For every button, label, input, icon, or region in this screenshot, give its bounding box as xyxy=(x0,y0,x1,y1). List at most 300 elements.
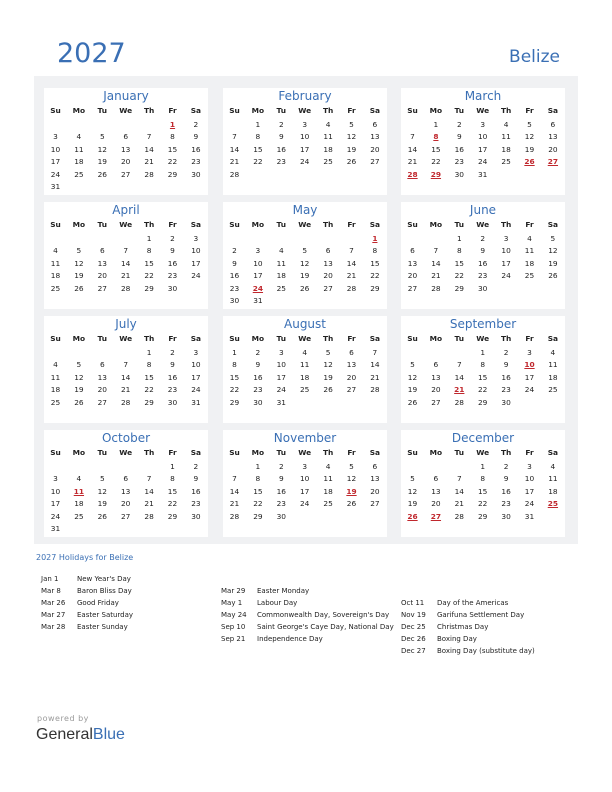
day-cell: 25 xyxy=(74,511,84,521)
day-cell: 26 xyxy=(548,271,558,281)
weekday-header: Fr xyxy=(168,334,177,343)
day-cell: 19 xyxy=(524,144,535,154)
day-cell: 15 xyxy=(370,258,380,268)
day-cell: 28 xyxy=(229,511,240,521)
holiday-date: Mar 27 xyxy=(41,611,66,619)
day-cell: 28 xyxy=(431,283,441,293)
weekday-header: Sa xyxy=(369,448,381,457)
day-cell: 20 xyxy=(548,144,558,154)
day-cell: 11 xyxy=(74,144,84,154)
day-cell: 7 xyxy=(232,474,237,484)
weekday-header: Mo xyxy=(72,448,86,457)
day-cell: 6 xyxy=(433,360,439,370)
day-cell: 26 xyxy=(74,397,84,407)
day-cell: 4 xyxy=(550,462,556,471)
month-december xyxy=(401,430,565,537)
day-cell: 28 xyxy=(120,397,131,407)
day-cell: 8 xyxy=(480,360,486,370)
weekday-header: We xyxy=(476,448,490,457)
day-cell: 6 xyxy=(325,246,331,256)
holiday-name: Christmas Day xyxy=(437,623,489,631)
weekday-header: Su xyxy=(50,448,61,457)
day-cell: 12 xyxy=(407,486,418,496)
day-cell: 21 xyxy=(229,157,240,167)
day-cell: 14 xyxy=(454,486,464,496)
weekday-header: Mo xyxy=(429,106,443,115)
day-cell: 9 xyxy=(278,474,284,484)
day-cell: 18 xyxy=(299,372,310,382)
month-name: November xyxy=(273,431,337,445)
day-cell: 12 xyxy=(74,372,84,382)
day-cell: 5 xyxy=(410,474,415,484)
day-cell: 30 xyxy=(191,169,201,179)
day-cell: 15 xyxy=(477,372,488,382)
day-cell: 5 xyxy=(76,360,82,370)
day-cell: 24 xyxy=(524,499,535,509)
day-cell: 12 xyxy=(346,132,357,142)
day-cell: 14 xyxy=(144,486,154,496)
day-cell: 1 xyxy=(232,348,237,357)
weekday-header: Th xyxy=(143,334,155,343)
day-cell: 3 xyxy=(480,120,486,129)
day-cell: 17 xyxy=(253,271,263,281)
day-cell: 9 xyxy=(193,474,199,484)
holiday-date: Dec 27 xyxy=(401,647,426,655)
day-cell: 19 xyxy=(323,372,333,382)
day-cell: 10 xyxy=(191,360,201,370)
weekday-header: Sa xyxy=(369,220,381,229)
weekday-header: Tu xyxy=(454,334,465,343)
day-cell: 31 xyxy=(50,524,61,533)
holiday-item xyxy=(221,610,389,620)
weekday-header: Mo xyxy=(72,334,86,343)
weekday-header: Mo xyxy=(429,334,443,343)
weekday-header: Mo xyxy=(72,106,86,115)
weekday-header: Mo xyxy=(251,220,265,229)
day-cell: 9 xyxy=(170,246,175,256)
holiday-day-cell: 24 xyxy=(252,283,264,293)
weekday-header: Th xyxy=(500,448,512,457)
weekday-header: We xyxy=(119,106,133,115)
weekday-header: We xyxy=(119,448,133,457)
day-cell: 16 xyxy=(191,486,201,496)
day-cell: 1 xyxy=(255,120,261,129)
weekday-header: Su xyxy=(50,106,61,115)
country-title: Belize xyxy=(509,47,560,67)
day-cell: 12 xyxy=(97,144,107,154)
weekday-header: We xyxy=(298,106,312,115)
day-cell: 19 xyxy=(299,271,310,281)
brand-logo xyxy=(36,726,125,744)
day-cell: 4 xyxy=(53,246,58,256)
holiday-day-cell: 1 xyxy=(372,234,378,243)
day-cell: 30 xyxy=(454,169,464,179)
day-cell: 22 xyxy=(229,385,240,395)
holiday-name: Day of the Americas xyxy=(437,599,509,607)
day-cell: 18 xyxy=(50,271,61,281)
day-cell: 6 xyxy=(99,246,105,256)
day-cell: 31 xyxy=(524,511,535,521)
day-cell: 23 xyxy=(276,157,286,167)
holiday-date: May 1 xyxy=(221,599,243,607)
day-cell: 3 xyxy=(527,348,532,357)
day-cell: 20 xyxy=(120,157,131,167)
day-cell: 27 xyxy=(370,157,380,167)
day-cell: 2 xyxy=(193,120,199,129)
day-cell: 14 xyxy=(454,372,464,382)
day-cell: 20 xyxy=(431,499,441,509)
day-cell: 20 xyxy=(97,385,107,395)
day-cell: 1 xyxy=(170,462,175,471)
weekday-header: Tu xyxy=(454,448,465,457)
day-cell: 21 xyxy=(144,499,154,509)
day-cell: 27 xyxy=(323,283,333,293)
day-cell: 12 xyxy=(524,132,535,142)
day-cell: 19 xyxy=(548,258,558,268)
day-cell: 18 xyxy=(548,486,558,496)
day-cell: 5 xyxy=(349,120,354,129)
weekday-header: Th xyxy=(322,334,334,343)
day-cell: 29 xyxy=(167,511,178,521)
day-cell: 13 xyxy=(346,360,357,370)
day-cell: 24 xyxy=(191,385,201,395)
day-cell: 29 xyxy=(477,397,488,407)
day-cell: 14 xyxy=(120,258,131,268)
day-cell: 25 xyxy=(548,385,558,395)
day-cell: 4 xyxy=(503,120,509,129)
day-cell: 21 xyxy=(431,271,441,281)
day-cell: 5 xyxy=(550,234,556,243)
day-cell: 18 xyxy=(524,258,535,268)
day-cell: 5 xyxy=(99,132,105,142)
day-cell: 19 xyxy=(407,385,418,395)
day-cell: 2 xyxy=(170,348,175,357)
holiday-item xyxy=(401,634,477,644)
day-cell: 12 xyxy=(407,372,418,382)
day-cell: 12 xyxy=(299,258,310,268)
day-cell: 22 xyxy=(167,157,178,167)
day-cell: 25 xyxy=(299,385,310,395)
day-cell: 7 xyxy=(123,360,129,370)
holiday-item xyxy=(221,622,394,632)
day-cell: 14 xyxy=(229,486,240,496)
day-cell: 21 xyxy=(120,271,131,281)
day-cell: 30 xyxy=(191,511,201,521)
day-cell: 13 xyxy=(120,486,131,496)
holiday-day-cell: 11 xyxy=(73,486,85,496)
weekday-header: We xyxy=(476,334,490,343)
day-cell: 15 xyxy=(144,372,154,382)
day-cell: 11 xyxy=(323,132,333,142)
day-cell: 4 xyxy=(76,132,82,142)
day-cell: 16 xyxy=(229,271,240,281)
weekday-header: Sa xyxy=(190,334,202,343)
day-cell: 26 xyxy=(74,283,84,293)
day-cell: 3 xyxy=(53,132,58,142)
weekday-header: Su xyxy=(229,334,240,343)
day-cell: 12 xyxy=(74,258,84,268)
month-name: July xyxy=(115,317,137,331)
day-cell: 23 xyxy=(477,271,488,281)
holiday-date: Mar 28 xyxy=(41,623,66,631)
weekday-header: Mo xyxy=(251,448,265,457)
day-cell: 17 xyxy=(50,157,61,167)
day-cell: 23 xyxy=(229,283,240,293)
day-cell: 11 xyxy=(50,372,61,382)
weekday-header: Su xyxy=(229,448,240,457)
day-cell: 8 xyxy=(372,246,378,256)
day-cell: 8 xyxy=(146,360,152,370)
day-cell: 20 xyxy=(120,499,131,509)
day-cell: 2 xyxy=(503,348,509,357)
day-cell: 23 xyxy=(167,385,178,395)
day-cell: 6 xyxy=(433,474,439,484)
day-cell: 17 xyxy=(299,486,310,496)
day-cell: 19 xyxy=(74,271,84,281)
day-cell: 17 xyxy=(501,258,511,268)
day-cell: 23 xyxy=(454,157,464,167)
day-cell: 15 xyxy=(144,258,154,268)
holiday-date: Mar 29 xyxy=(221,587,246,595)
day-cell: 25 xyxy=(501,157,511,167)
day-cell: 10 xyxy=(253,258,263,268)
day-cell: 15 xyxy=(253,144,263,154)
holiday-name: Easter Sunday xyxy=(77,623,128,631)
day-cell: 28 xyxy=(229,169,240,179)
weekday-header: Tu xyxy=(276,334,287,343)
day-cell: 9 xyxy=(456,132,462,142)
day-cell: 25 xyxy=(276,283,286,293)
day-cell: 17 xyxy=(191,372,201,382)
holiday-name: Easter Monday xyxy=(257,587,310,595)
day-cell: 14 xyxy=(407,144,418,154)
day-cell: 10 xyxy=(299,132,310,142)
holiday-date: Sep 10 xyxy=(221,623,246,631)
day-cell: 10 xyxy=(477,132,488,142)
day-cell: 13 xyxy=(97,258,107,268)
holiday-day-cell: 8 xyxy=(433,132,439,142)
month-name: March xyxy=(464,89,502,103)
weekday-header: Tu xyxy=(454,106,465,115)
day-cell: 16 xyxy=(276,144,286,154)
day-cell: 9 xyxy=(278,132,284,142)
day-cell: 22 xyxy=(144,271,154,281)
day-cell: 8 xyxy=(255,474,261,484)
weekday-header: Mo xyxy=(251,106,265,115)
day-cell: 10 xyxy=(50,144,61,154)
day-cell: 11 xyxy=(501,132,511,142)
holiday-name: Garifuna Settlement Day xyxy=(437,611,525,619)
day-cell: 27 xyxy=(97,397,107,407)
weekday-header: Tu xyxy=(276,220,287,229)
month-name: August xyxy=(284,317,326,331)
holiday-name: Independence Day xyxy=(257,635,323,643)
day-cell: 2 xyxy=(255,348,261,357)
day-cell: 9 xyxy=(170,360,175,370)
holiday-name: New Year's Day xyxy=(77,575,131,583)
day-cell: 8 xyxy=(456,246,462,256)
day-cell: 11 xyxy=(548,474,558,484)
day-cell: 16 xyxy=(501,486,511,496)
holiday-day-cell: 19 xyxy=(346,486,357,496)
day-cell: 28 xyxy=(144,511,154,521)
day-cell: 20 xyxy=(323,271,333,281)
day-cell: 17 xyxy=(299,144,310,154)
day-cell: 8 xyxy=(232,360,237,370)
day-cell: 28 xyxy=(120,283,131,293)
day-cell: 16 xyxy=(253,372,263,382)
day-cell: 16 xyxy=(276,486,286,496)
day-cell: 12 xyxy=(97,486,107,496)
day-cell: 12 xyxy=(548,246,558,256)
weekday-header: Mo xyxy=(72,220,86,229)
weekday-header: Sa xyxy=(369,334,381,343)
day-cell: 29 xyxy=(144,397,154,407)
day-cell: 10 xyxy=(299,474,310,484)
weekday-header: Sa xyxy=(369,106,381,115)
holiday-date: Sep 21 xyxy=(221,635,246,643)
day-cell: 30 xyxy=(501,397,511,407)
day-cell: 7 xyxy=(123,246,129,256)
weekday-header: Su xyxy=(407,106,418,115)
day-cell: 13 xyxy=(407,258,418,268)
weekday-header: Th xyxy=(143,448,155,457)
holiday-item xyxy=(221,634,323,644)
month-april xyxy=(44,202,208,309)
holiday-day-cell: 21 xyxy=(454,385,465,395)
day-cell: 2 xyxy=(480,234,486,243)
day-cell: 28 xyxy=(144,169,154,179)
weekday-header: Th xyxy=(500,220,512,229)
month-name: December xyxy=(451,431,515,445)
day-cell: 23 xyxy=(501,499,511,509)
weekday-header: Su xyxy=(407,448,418,457)
day-cell: 11 xyxy=(548,360,558,370)
day-cell: 24 xyxy=(501,271,511,281)
month-may xyxy=(223,202,387,309)
day-cell: 28 xyxy=(346,283,357,293)
day-cell: 3 xyxy=(193,348,199,357)
day-cell: 7 xyxy=(349,246,354,256)
weekday-header: Fr xyxy=(168,220,177,229)
holiday-date: Jan 1 xyxy=(41,575,59,583)
month-september xyxy=(401,316,565,423)
day-cell: 21 xyxy=(407,157,418,167)
weekday-header: Sa xyxy=(547,220,559,229)
weekday-header: We xyxy=(476,220,490,229)
day-cell: 15 xyxy=(253,486,263,496)
month-october xyxy=(44,430,208,537)
day-cell: 5 xyxy=(302,246,308,256)
day-cell: 11 xyxy=(299,360,310,370)
day-cell: 1 xyxy=(255,462,261,471)
holiday-day-cell: 27 xyxy=(430,511,442,521)
holiday-item xyxy=(221,586,309,596)
weekday-header: Sa xyxy=(547,334,559,343)
weekday-header: Su xyxy=(407,334,418,343)
day-cell: 10 xyxy=(524,474,535,484)
day-cell: 16 xyxy=(167,372,178,382)
weekday-header: Th xyxy=(322,220,334,229)
day-cell: 18 xyxy=(276,271,286,281)
day-cell: 23 xyxy=(191,499,201,509)
holiday-item xyxy=(221,598,297,608)
day-cell: 10 xyxy=(50,486,61,496)
holiday-item xyxy=(401,610,524,620)
holiday-item xyxy=(401,598,508,608)
weekday-header: Fr xyxy=(525,448,534,457)
month-july xyxy=(44,316,208,423)
day-cell: 13 xyxy=(323,258,333,268)
weekday-header: Fr xyxy=(168,448,177,457)
day-cell: 14 xyxy=(120,372,131,382)
day-cell: 21 xyxy=(454,499,464,509)
weekday-header: Fr xyxy=(347,220,356,229)
weekday-header: Tu xyxy=(97,220,108,229)
day-cell: 29 xyxy=(253,511,263,521)
day-cell: 5 xyxy=(527,120,532,129)
day-cell: 16 xyxy=(501,372,511,382)
day-cell: 11 xyxy=(323,474,333,484)
day-cell: 25 xyxy=(50,397,61,407)
day-cell: 9 xyxy=(503,360,509,370)
day-cell: 16 xyxy=(167,258,178,268)
day-cell: 26 xyxy=(346,499,357,509)
day-cell: 25 xyxy=(323,157,333,167)
day-cell: 7 xyxy=(456,360,462,370)
day-cell: 20 xyxy=(407,271,418,281)
day-cell: 17 xyxy=(191,258,201,268)
day-cell: 30 xyxy=(253,397,263,407)
day-cell: 21 xyxy=(370,372,380,382)
holiday-day-cell: 27 xyxy=(547,157,559,167)
day-cell: 4 xyxy=(278,246,284,256)
weekday-header: Fr xyxy=(168,106,177,115)
day-cell: 8 xyxy=(170,474,175,484)
day-cell: 22 xyxy=(431,157,441,167)
day-cell: 20 xyxy=(346,372,357,382)
day-cell: 24 xyxy=(276,385,286,395)
day-cell: 1 xyxy=(480,462,486,471)
day-cell: 19 xyxy=(407,499,418,509)
day-cell: 27 xyxy=(370,499,380,509)
holiday-name: Labour Day xyxy=(257,599,298,607)
day-cell: 14 xyxy=(229,144,240,154)
day-cell: 4 xyxy=(527,234,532,243)
day-cell: 13 xyxy=(548,132,558,142)
weekday-header: Sa xyxy=(547,106,559,115)
day-cell: 4 xyxy=(325,120,331,129)
weekday-header: Mo xyxy=(429,448,443,457)
day-cell: 20 xyxy=(370,144,380,154)
day-cell: 12 xyxy=(346,474,357,484)
weekday-header: Tu xyxy=(97,334,108,343)
day-cell: 6 xyxy=(123,132,129,142)
holiday-item xyxy=(401,622,488,632)
day-cell: 27 xyxy=(407,283,418,293)
holiday-day-cell: 25 xyxy=(547,499,559,509)
holiday-name: Good Friday xyxy=(77,599,119,607)
day-cell: 5 xyxy=(325,348,331,357)
day-cell: 7 xyxy=(146,474,152,484)
day-cell: 8 xyxy=(146,246,152,256)
weekday-header: Su xyxy=(229,220,240,229)
day-cell: 18 xyxy=(74,499,84,509)
day-cell: 17 xyxy=(50,499,61,509)
day-cell: 15 xyxy=(229,372,240,382)
holiday-day-cell: 26 xyxy=(407,511,418,521)
day-cell: 31 xyxy=(253,296,263,305)
